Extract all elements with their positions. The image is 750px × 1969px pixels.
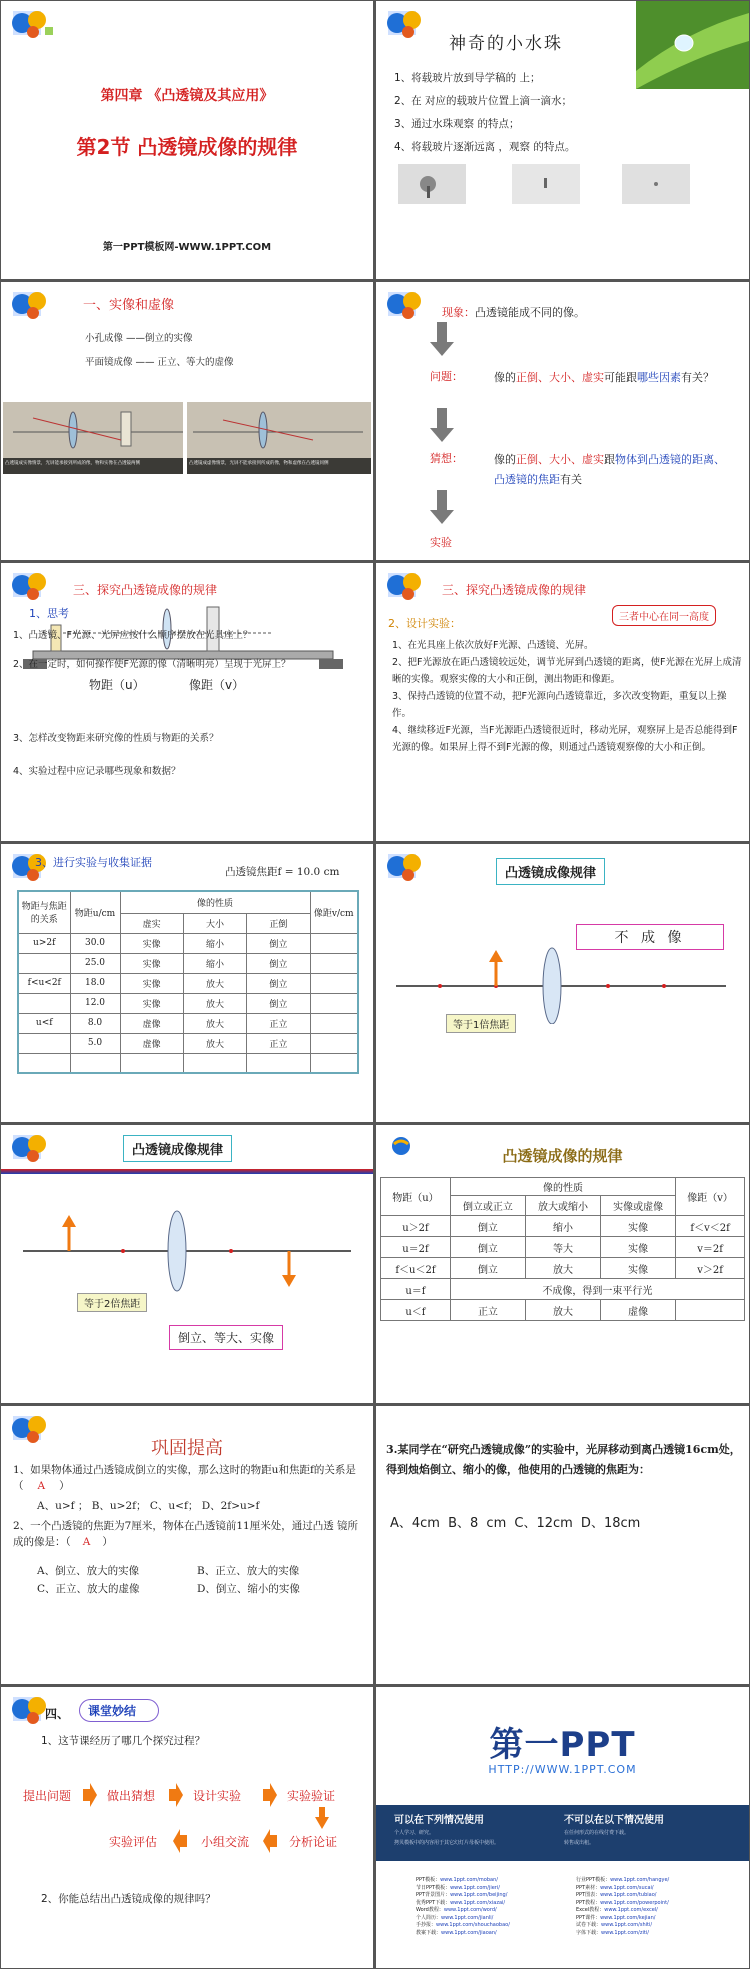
table-cell: f＜u＜2f: [381, 1258, 451, 1279]
table-cell: [18, 953, 70, 973]
option-text: A、倒立、放大的实像: [37, 1565, 140, 1577]
step-item: 4、将载玻片逐渐远离 ，观察 的特点。: [394, 141, 576, 153]
link-url[interactable]: www.1ppt.com/jiaoan/: [441, 1929, 497, 1936]
slide-title: 凸透镜成像规律: [496, 858, 605, 885]
slide-1-title[interactable]: [1, 1, 373, 279]
slide-6-design[interactable]: [376, 563, 749, 841]
col-header: 物距与焦距的关系: [18, 891, 70, 933]
lens-ray-diagram: [376, 944, 749, 1024]
table-row: [381, 1237, 745, 1258]
brand-logo: 第一PPT: [489, 1725, 636, 1765]
pinhole-line: 小孔成像 ——倒立的实像: [85, 333, 193, 344]
question-text: 1、如果物体通过凸透镜成倒立的实像，那么这时的物距u和焦距f的关系是（: [13, 1464, 356, 1492]
text-part: 有关: [560, 473, 582, 486]
slide-photo-1: [398, 164, 466, 204]
table-cell: 正立: [247, 1013, 310, 1033]
table-row: [18, 1053, 358, 1073]
brand-url[interactable]: HTTP://WWW.1PPT.COM: [488, 1763, 637, 1776]
header-divider: [1, 1169, 373, 1174]
link-url[interactable]: www.1ppt.com/tubiao/: [600, 1892, 657, 1898]
text-part: 有关？: [681, 371, 714, 384]
table-cell: 实像: [120, 933, 183, 953]
table-row: [381, 1279, 745, 1300]
flow-step: 分析论证: [289, 1835, 338, 1849]
phenomenon-label: 现象：: [442, 306, 475, 319]
link-label: 试卷下载：: [576, 1922, 602, 1928]
down-arrow-icon: [315, 1807, 329, 1829]
left-arrow-icon: [173, 1829, 187, 1853]
table-cell: [18, 1033, 70, 1053]
table-cell: 缩小: [183, 953, 246, 973]
section-number: 四、: [45, 1707, 70, 1721]
sub-heading: 3、进行实验与收集证据: [35, 856, 152, 869]
slide-title: 凸透镜成像的规律: [502, 1147, 623, 1165]
table-cell: [310, 1053, 358, 1073]
center-height-badge: 三者中心在同一高度: [612, 605, 716, 626]
question-text: 2、一个凸透镜的焦距为7厘米，物体在凸透镜前11厘米处，通过凸透 镜所成的像是：（: [13, 1520, 359, 1548]
down-arrow-icon: [430, 322, 454, 356]
question-1-options: A、u>f ； B、u>2f； C、u<f； D、2f>u>f: [37, 1500, 260, 1512]
table-cell: [310, 933, 358, 953]
link-list-right: [576, 1877, 736, 1937]
link-url[interactable]: www.1ppt.com/kejian/: [600, 1914, 656, 1921]
table-cell: u<f: [18, 1013, 70, 1033]
link-label: 节日PPT模板：: [416, 1884, 451, 1891]
table-row: [381, 1258, 745, 1279]
right-arrow-icon: [263, 1783, 277, 1807]
table-cell: 虚像: [601, 1300, 676, 1321]
text-highlight: 正倒、大小、虚实: [516, 453, 604, 466]
slide-photo-2: [512, 164, 580, 204]
link-url[interactable]: www.1ppt.com/excel/: [604, 1907, 658, 1913]
table-cell: v＝2f: [676, 1237, 745, 1258]
slide-2-water-drop[interactable]: [376, 1, 749, 279]
table-cell: 实像: [601, 1216, 676, 1237]
table-cell: 放大: [183, 1013, 246, 1033]
table-cell: 实像: [120, 973, 183, 993]
col-header: 放大或缩小: [526, 1196, 601, 1216]
table-cell: u＜f: [381, 1300, 451, 1321]
col-header: 虚实: [120, 913, 183, 933]
flow-step: 小组交流: [201, 1835, 250, 1849]
mirror-line: 平面镜成像 —— 正立、等大的虚像: [85, 357, 234, 368]
slide-9-equal-image[interactable]: [1, 1125, 373, 1403]
question-label: 问题：: [430, 370, 463, 383]
link-label: Word教程：: [416, 1907, 444, 1913]
link-list-left: [416, 1877, 566, 1937]
answer-mark: A: [37, 1480, 46, 1492]
table-cell: 放大: [183, 1033, 246, 1053]
decor-logo-icon: [5, 567, 57, 607]
table-row: [18, 993, 358, 1013]
question-1: 1、这节课经历了哪几个探究过程？: [41, 1735, 206, 1747]
table-cell: 倒立: [247, 993, 310, 1013]
link-label: 优秀PPT下载：: [416, 1899, 451, 1906]
link-label: PPT教程：: [576, 1899, 601, 1906]
flow-step: 提出问题: [23, 1789, 72, 1803]
procedure-list: [392, 637, 742, 756]
slide-4-inquiry-flow[interactable]: [376, 282, 749, 560]
table-cell: 放大: [526, 1258, 601, 1279]
col-header: 倒立或正立: [450, 1196, 525, 1216]
sub-heading: 2、设计实验：: [388, 617, 461, 630]
slide-10-rules-table[interactable]: [376, 1125, 749, 1403]
usage-title: 不可以在以下情况使用: [564, 1815, 664, 1826]
table-cell: [310, 993, 358, 1013]
step-item: 3、通过水珠观察 的特点；: [394, 118, 520, 130]
link-url[interactable]: www.1ppt.com/hangye/: [610, 1877, 670, 1883]
section-heading: 课堂妙结: [79, 1699, 159, 1722]
usage-line: 转售或出租。: [564, 1840, 595, 1846]
table-cell: 正立: [247, 1033, 310, 1053]
table-row: [18, 953, 358, 973]
table-cell: [18, 1053, 70, 1073]
table-cell: v＞2f: [676, 1258, 745, 1279]
text-highlight: 正倒、大小、虚实: [516, 371, 604, 384]
decor-logo-icon: [380, 848, 432, 888]
down-arrow-icon: [430, 408, 454, 442]
slide-5-thinking[interactable]: [1, 563, 373, 841]
table-cell: f<u<2f: [18, 973, 70, 993]
procedure-step: 4、继续移近F光源，当F光源距凸透镜很近时，移动光屏，观察屏上是否总能得到F光源的像。如果屏上得不到F光源的像，则通过凸透镜观察像的大小和正倒。: [392, 725, 738, 753]
slide-heading: 一、实像和虚像: [83, 298, 175, 313]
focal-note: 等于2倍焦距: [77, 1293, 147, 1312]
table-row: [18, 973, 358, 993]
flow-step: 设计实验: [193, 1789, 242, 1803]
slide-14-end[interactable]: [376, 1687, 749, 1968]
link-label: PPT背景图片：: [416, 1892, 451, 1898]
col-header: 像距（v）: [676, 1178, 745, 1216]
slide-photo-3: [622, 164, 690, 204]
table-row: [381, 1216, 745, 1237]
hypothesis-label: 猜想：: [430, 452, 463, 465]
usage-panel: [376, 1805, 749, 1861]
flow-step: 做出猜想: [107, 1789, 156, 1803]
link-label: PPT课件：: [576, 1914, 601, 1921]
question-text: [494, 368, 734, 388]
link-url[interactable]: www.1ppt.com/word/: [443, 1907, 497, 1913]
option-text: B、正立、放大的实像: [197, 1565, 300, 1577]
link-label: PPT素材：: [576, 1884, 601, 1891]
rules-table: [380, 1177, 745, 1321]
link-label: 行业PPT模板：: [576, 1877, 611, 1883]
water-drop-leaf-photo: [636, 1, 749, 89]
link-url[interactable]: www.1ppt.com/jieri/: [450, 1884, 500, 1891]
table-cell: [183, 1053, 246, 1073]
col-header: 像的性质: [450, 1178, 675, 1196]
table-row: [18, 933, 358, 953]
link-label: 教案下载：: [416, 1929, 442, 1936]
table-cell: 倒立: [450, 1258, 525, 1279]
question-2: [13, 1518, 363, 1550]
table-cell: u＝2f: [381, 1237, 451, 1258]
question-2-options: [37, 1562, 367, 1598]
table-row: [381, 1300, 745, 1321]
site-footer: 第一PPT模板网-WWW.1PPT.COM: [102, 242, 272, 253]
question-text: ）: [102, 1536, 113, 1548]
slide-title: 神奇的小水珠: [449, 34, 563, 54]
flow-step: 实验验证: [287, 1789, 336, 1803]
col-header: 物距（u）: [381, 1178, 451, 1216]
slide-7-data-table[interactable]: [1, 844, 373, 1122]
table-cell: 虚像: [120, 1013, 183, 1033]
table-cell: [310, 953, 358, 973]
question-1: 1、凸透镜、F光源、光屏应按什么顺序摆放在光具座上？: [13, 630, 253, 641]
decor-logo-icon: [5, 286, 57, 326]
question-text: ）: [59, 1480, 70, 1492]
slide-8-no-image[interactable]: [376, 844, 749, 1122]
slide-12-question[interactable]: [376, 1406, 749, 1684]
step-list: [394, 67, 634, 159]
phenomenon-row: [442, 304, 585, 320]
table-cell: 实像: [120, 953, 183, 973]
slide-title: 巩固提高: [151, 1438, 223, 1459]
col-header: 正倒: [247, 913, 310, 933]
usage-line: 个人学习、研究。: [394, 1830, 435, 1836]
decor-logo-icon: [380, 567, 432, 607]
table-cell: 等大: [526, 1237, 601, 1258]
slide-3-real-virtual[interactable]: [1, 282, 373, 560]
caption-virtual: 凸透镜成虚像情景，光屏不能承接到所成的像，物和虚像在凸透镜同侧: [189, 461, 329, 466]
table-cell: 12.0: [70, 993, 120, 1013]
decor-logo-icon: [5, 5, 57, 45]
image-distance-label: 像距（v）: [189, 678, 245, 692]
question-4: 4、实验过程中应记录哪些现象和数据？: [13, 766, 181, 777]
question-2: 2、在一定时，如何操作使F光源的像（清晰明亮）呈现于光屏上？: [13, 659, 291, 670]
table-cell: 放大: [526, 1300, 601, 1321]
usage-line: 在任何形式的在线付费下载。: [564, 1830, 630, 1836]
table-cell: [70, 1053, 120, 1073]
procedure-step: 2、把F光源放在距凸透镜较远处，调节光屏到凸透镜的距离，使F光源在光屏上成清晰的实像。观察实像的大小和正倒，测出物距和像距。: [392, 657, 742, 685]
col-header: 实像或虚像: [601, 1196, 676, 1216]
link-label: PPT图表：: [576, 1892, 601, 1898]
table-cell: 5.0: [70, 1033, 120, 1053]
right-arrow-icon: [169, 1783, 183, 1807]
table-cell: [676, 1300, 745, 1321]
link-label: 字体下载：: [576, 1929, 602, 1936]
focal-length: 凸透镜焦距f = 10.0 cm: [225, 866, 340, 878]
usage-title: 可以在下列情况使用: [394, 1815, 484, 1826]
phenomenon-text: 凸透镜能成不同的像。: [475, 306, 585, 319]
table-cell: 18.0: [70, 973, 120, 993]
table-cell: 倒立: [247, 953, 310, 973]
table-cell: 8.0: [70, 1013, 120, 1033]
text-highlight: 哪些因素: [637, 371, 681, 384]
hypothesis-text: [494, 450, 734, 490]
link-url[interactable]: www.1ppt.com/shiti/: [601, 1922, 653, 1928]
left-arrow-icon: [263, 1829, 277, 1853]
link-url[interactable]: www.1ppt.com/shouchaobao/: [436, 1922, 510, 1928]
step-item: 2、在 对应的载玻片位置上滴一滴水；: [394, 95, 573, 107]
table-cell: [247, 1053, 310, 1073]
result-box: 不 成 像: [576, 924, 724, 950]
table-cell: [120, 1053, 183, 1073]
question-1: [13, 1462, 363, 1494]
table-cell: 倒立: [450, 1237, 525, 1258]
usage-line: 拷贝模板中的内容用于其它幻灯片母板中使用。: [394, 1840, 500, 1846]
link-label: Excel教程：: [576, 1907, 605, 1913]
table-cell: 实像: [601, 1258, 676, 1279]
table-cell: 倒立: [247, 973, 310, 993]
col-header: 像的性质: [120, 891, 310, 913]
table-cell: u>2f: [18, 933, 70, 953]
table-cell: 放大: [183, 973, 246, 993]
caption-real: 凸透镜成实像情景，光屏能承接到所成的像，物和实像在凸透镜两侧: [5, 461, 140, 466]
link-label: 手抄报：: [416, 1922, 437, 1928]
table-row: [18, 1013, 358, 1033]
object-distance-label: 物距（u）: [89, 678, 145, 692]
table-cell: 30.0: [70, 933, 120, 953]
question-text: 3.某同学在“研究凸透镜成像”的实验中，光屏移动到离凸透镜16cm处，得到烛焰倒立、缩小的像，他使用的凸透镜的焦距为：: [386, 1443, 741, 1476]
col-header: 像距v/cm: [310, 891, 358, 933]
table-cell: u＞2f: [381, 1216, 451, 1237]
text-highlight: 物体到凸透镜的距离、凸透镜的焦距: [494, 453, 725, 486]
link-url[interactable]: www.1ppt.com/jianli/: [441, 1914, 494, 1921]
link-url[interactable]: www.1ppt.com/xiazai/: [450, 1899, 506, 1906]
data-table: [17, 890, 359, 1074]
sub-heading: 1、思考: [29, 607, 69, 620]
text-part: 可能跟: [604, 371, 637, 384]
link-url[interactable]: www.1ppt.com/moban/: [440, 1877, 498, 1883]
table-cell: 缩小: [526, 1216, 601, 1237]
text-part: 像的: [494, 371, 516, 384]
text-part: 像的: [494, 453, 516, 466]
procedure-step: 1、在光具座上依次放好F光源、凸透镜、光屏。: [392, 640, 594, 651]
table-cell: [310, 973, 358, 993]
table-cell: [310, 1033, 358, 1053]
link-url[interactable]: www.1ppt.com/sucai/: [600, 1884, 654, 1891]
down-arrow-icon: [430, 490, 454, 524]
text-part: 跟: [604, 453, 615, 466]
question-2: 2、你能总结出凸透镜成像的规律吗？: [41, 1893, 216, 1905]
flow-step: 实验评估: [109, 1835, 158, 1849]
col-header: 大小: [183, 913, 246, 933]
slide-13-summary[interactable]: [1, 1687, 373, 1968]
table-row: [18, 1033, 358, 1053]
link-url[interactable]: www.1ppt.com/beijing/: [450, 1892, 508, 1898]
table-cell: f＜v＜2f: [676, 1216, 745, 1237]
table-cell: 倒立: [450, 1216, 525, 1237]
result-box: 倒立、等大、实像: [169, 1325, 283, 1350]
decor-logo-icon: [5, 1129, 57, 1169]
right-arrow-icon: [83, 1783, 97, 1807]
table-cell: 实像: [120, 993, 183, 1013]
lens-ray-diagram: [1, 1209, 373, 1299]
option-text: C、正立、放大的虚像: [37, 1583, 140, 1595]
slide-heading: 三、探究凸透镜成像的规律: [442, 583, 587, 597]
link-label: 个人简历：: [416, 1914, 442, 1921]
question-options: A、4cm B、8 cm C、12cm D、18cm: [390, 1516, 641, 1531]
table-cell: [310, 1013, 358, 1033]
focal-note: 等于1倍焦距: [446, 1014, 516, 1033]
table-cell: 倒立: [247, 933, 310, 953]
table-cell: 实像: [601, 1237, 676, 1258]
table-cell: 正立: [450, 1300, 525, 1321]
slide-11-practice[interactable]: [1, 1406, 373, 1684]
col-header: 物距u/cm: [70, 891, 120, 933]
step-item: 1、将载玻片放到导学稿的 上；: [394, 72, 541, 84]
link-url[interactable]: www.1ppt.com/powerpoint/: [600, 1899, 669, 1906]
answer-mark: A: [82, 1536, 91, 1548]
table-cell: 不成像，得到一束平行光: [450, 1279, 744, 1300]
experiment-label: 实验: [430, 536, 452, 549]
table-cell: 虚像: [120, 1033, 183, 1053]
table-cell: u＝f: [381, 1279, 451, 1300]
link-label: PPT模板：: [416, 1877, 441, 1883]
slide-title: 凸透镜成像规律: [123, 1135, 232, 1162]
question-3: 3、怎样改变物距来研究像的性质与物距的关系？: [13, 733, 219, 744]
table-cell: [18, 993, 70, 1013]
section-title: 第2节 凸透镜成像的规律: [76, 135, 298, 159]
chapter-title: 第四章 《凸透镜及其应用》: [100, 88, 274, 104]
option-text: D、倒立、缩小的实像: [197, 1583, 300, 1595]
procedure-step: 3、保持凸透镜的位置不动，把F光源向凸透镜靠近，多次改变物距，重复以上操作。: [392, 691, 727, 719]
link-url[interactable]: www.1ppt.com/ziti/: [601, 1929, 649, 1936]
table-cell: 缩小: [183, 933, 246, 953]
decor-logo-icon: [380, 286, 432, 326]
table-cell: 25.0: [70, 953, 120, 973]
slide-heading: 三、探究凸透镜成像的规律: [73, 583, 218, 597]
table-cell: 放大: [183, 993, 246, 1013]
